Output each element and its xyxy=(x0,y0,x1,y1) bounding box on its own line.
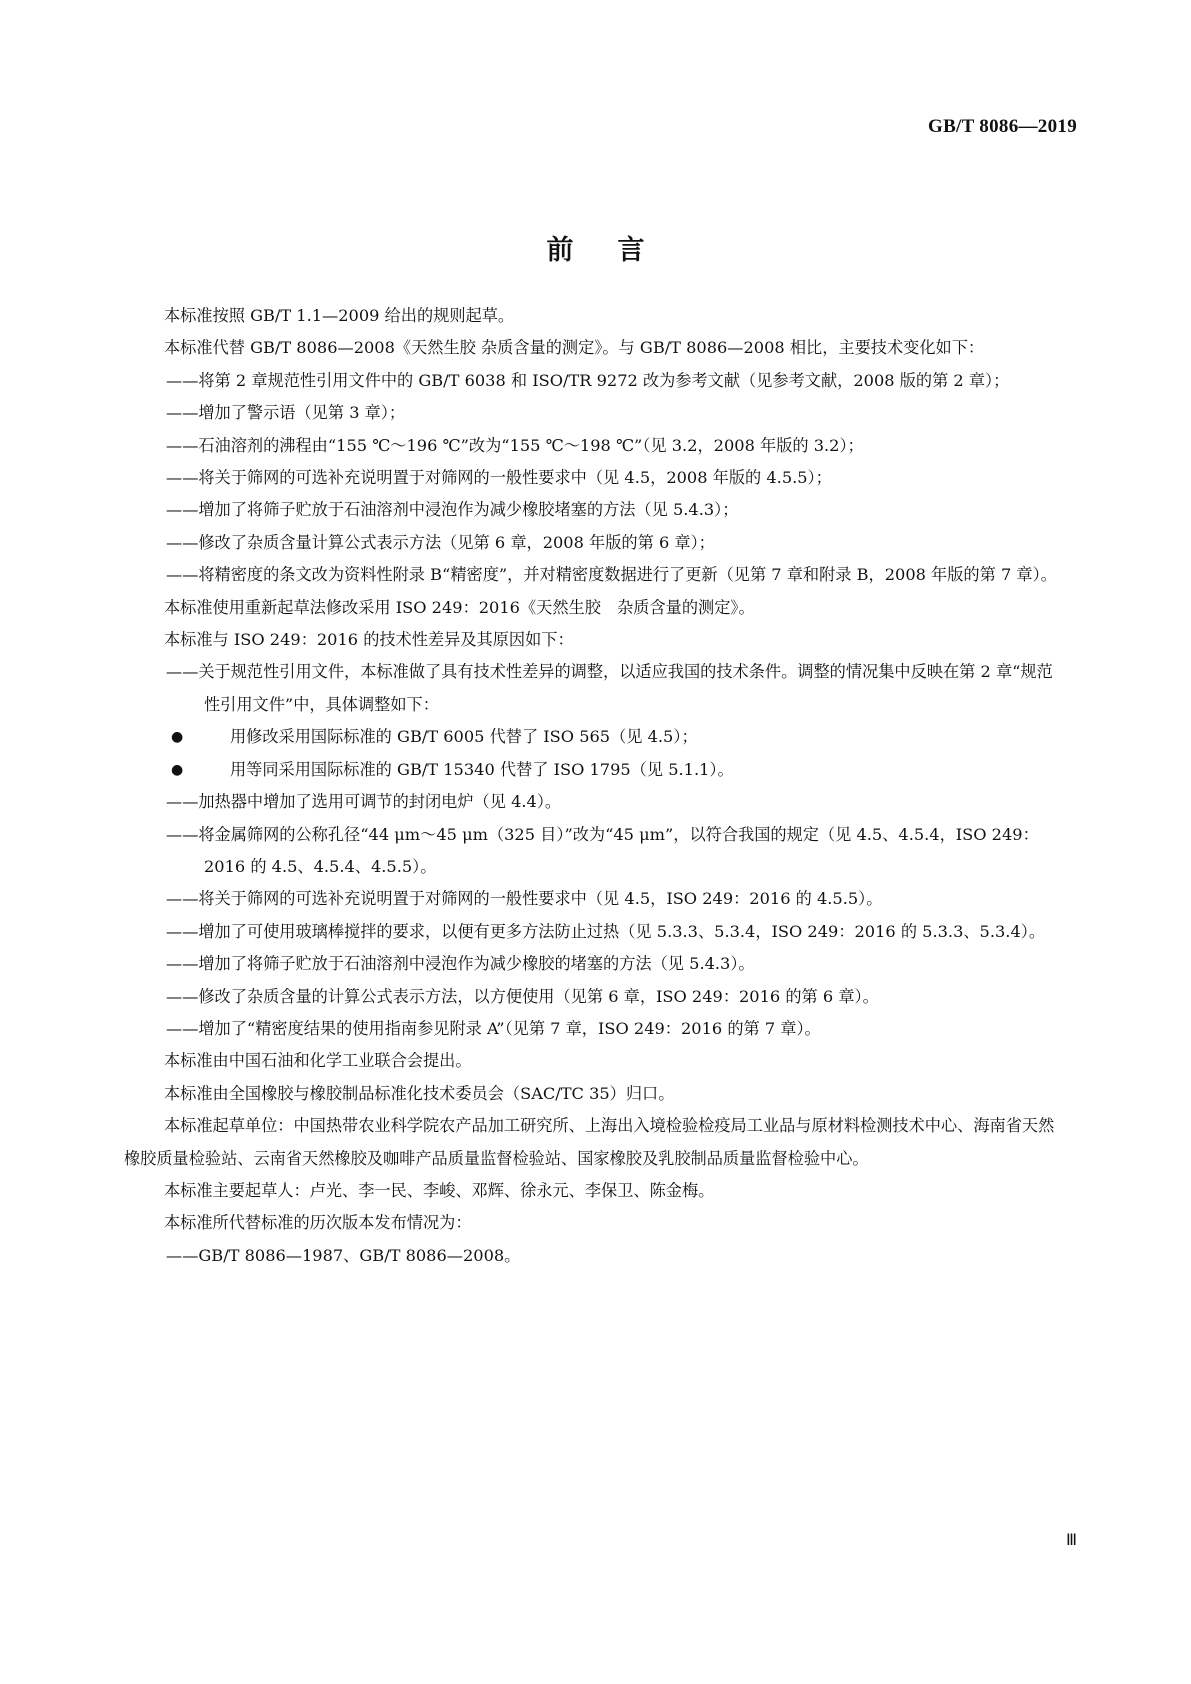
paragraph: 本标准起草单位：中国热带农业科学院农产品加工研究所、上海出入境检验检疫局工业品与原材料检测技术中心、海南省天然橡胶质量检验站、云南省天然橡胶及咖啡产品质量监督检验站、国家橡胶及乳胶制品质量监督检验中心。 xyxy=(124,1116,1055,1168)
paragraph: 本标准按照 GB/T 1.1—2009 给出的规则起草。 xyxy=(164,306,515,325)
page-title: 前言 xyxy=(546,235,689,266)
bullet-item xyxy=(124,754,1066,786)
bullet-dot-icon: ● xyxy=(171,729,184,746)
change-item: ——将关于筛网的可选补充说明置于对筛网的一般性要求中（见 4.5，2008 年版的 4.5.5）； xyxy=(166,468,832,488)
paragraph: 本标准使用重新起草法修改采用 ISO 249：2016《天然生胶 杂质含量的测定》。 xyxy=(164,597,755,617)
bullet-text: 用修改采用国际标准的 GB/T 6005 代替了 ISO 565（见 4.5）； xyxy=(230,727,698,747)
difference-item: ——关于规范性引用文件，本标准做了具有技术性差异的调整，以适应我国的技术条件。调整的情况集中反映在第 2 章“规范性引用文件”中，具体调整如下： xyxy=(166,662,1053,714)
paragraph: 本标准所代替标准的历次版本发布情况为： xyxy=(164,1213,472,1233)
bullet-dot-icon: ● xyxy=(171,761,184,778)
bullet-item xyxy=(124,721,1066,753)
difference-item: ——增加了“精密度结果的使用指南参见附录 A”（见第 7 章，ISO 249：2016 的第 7 章）。 xyxy=(166,1018,821,1038)
change-item: ——石油溶剂的沸程由“155 ℃～196 ℃”改为“155 ℃～198 ℃”（见 3.2，2008 年版的 3.2）； xyxy=(166,435,864,455)
bullet-text: 用等同采用国际标准的 GB/T 15340 代替了 ISO 1795（见 5.1.1）。 xyxy=(230,759,734,779)
page-number: Ⅲ xyxy=(1065,1532,1077,1549)
difference-item: ——增加了可使用玻璃棒搅拌的要求，以便有更多方法防止过热（见 5.3.3、5.3.4，ISO 249：2016 的 5.3.3、5.3.4）。 xyxy=(166,921,1046,941)
paragraph: 本标准由中国石油和化学工业联合会提出。 xyxy=(164,1051,472,1071)
paragraph: 本标准与 ISO 249：2016 的技术性差异及其原因如下： xyxy=(164,630,574,650)
paragraph: 本标准由全国橡胶与橡胶制品标准化技术委员会（SAC/TC 35）归口。 xyxy=(164,1083,675,1103)
change-item: ——将第 2 章规范性引用文件中的 GB/T 6038 和 ISO/TR 9272 改为参考文献（见参考文献，2008 版的第 2 章）； xyxy=(166,370,1010,390)
paragraph: 本标准主要起草人：卢光、李一民、李峻、邓辉、徐永元、李保卫、陈金梅。 xyxy=(164,1180,715,1200)
difference-item: ——将金属筛网的公称孔径“44 μm～45 μm（325 目）”改为“45 μm”，以符合我国的规定（见 4.5、4.5.4，ISO 249：2016 的 4.5、4.5.4、4.5.5）。 xyxy=(166,824,1039,876)
foreword-body xyxy=(124,300,1066,1272)
change-item: ——增加了警示语（见第 3 章）； xyxy=(166,403,406,423)
difference-item: ——将关于筛网的可选补充说明置于对筛网的一般性要求中（见 4.5，ISO 249：2016 的 4.5.5）。 xyxy=(166,889,883,909)
difference-item: ——增加了将筛子贮放于石油溶剂中浸泡作为减少橡胶的堵塞的方法（见 5.4.3）。 xyxy=(166,954,755,974)
paragraph: 本标准代替 GB/T 8086—2008《天然生胶 杂质含量的测定》。与 GB/T 8086—2008 相比，主要技术变化如下： xyxy=(164,338,985,358)
standard-code: GB/T 8086—2019 xyxy=(927,116,1077,137)
difference-item: ——加热器中增加了选用可调节的封闭电炉（见 4.4）。 xyxy=(166,792,562,812)
change-item: ——增加了将筛子贮放于石油溶剂中浸泡作为减少橡胶堵塞的方法（见 5.4.3）； xyxy=(166,500,739,520)
change-item: ——将精密度的条文改为资料性附录 B“精密度”，并对精密度数据进行了更新（见第 7 章和附录 B，2008 年版的第 7 章）。 xyxy=(166,565,1057,585)
change-item: ——修改了杂质含量计算公式表示方法（见第 6 章，2008 年版的第 6 章）； xyxy=(166,532,715,552)
difference-item: ——修改了杂质含量的计算公式表示方法，以方便使用（见第 6 章，ISO 249：2016 的第 6 章）。 xyxy=(166,986,879,1006)
history-item: ——GB/T 8086—1987、GB/T 8086—2008。 xyxy=(166,1245,521,1265)
